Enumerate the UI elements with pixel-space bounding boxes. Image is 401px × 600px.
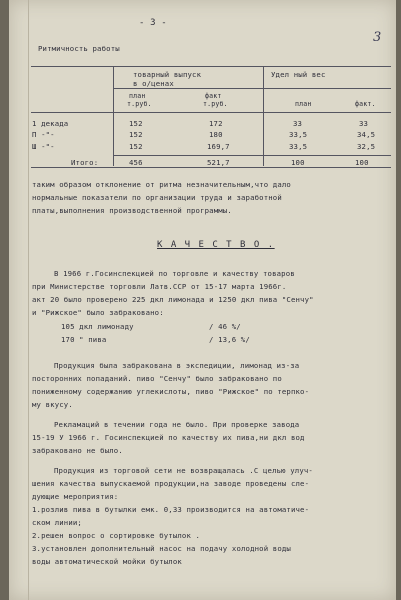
table-rule-sub xyxy=(113,88,391,89)
table-caption: Ритмичность работы xyxy=(38,44,120,53)
total-fact: 521,7 xyxy=(207,158,230,167)
total-fact-share: 100 xyxy=(355,158,369,167)
text-line: посторонних попаданий. пиво "Сенчу" было забраковано по xyxy=(32,374,282,383)
row-plan-share: 33 xyxy=(293,119,303,128)
text-line: платы,выполнения производственной программы. xyxy=(32,206,232,215)
row-plan: 152 xyxy=(129,119,143,128)
row-label: 1 декада xyxy=(32,119,69,128)
text-line: и "Рижское" было забраковано: xyxy=(32,308,164,317)
row-label: П -"- xyxy=(32,130,55,139)
table-rule-total xyxy=(113,155,391,156)
text-line: В 1966 г.Госинспекцией по торговле и качеству товаров xyxy=(54,269,295,278)
row-fact-share: 33 xyxy=(359,119,369,128)
sub-plan-line1: план xyxy=(129,92,146,100)
measure-item: 1.розлив пива в бутылки емк. 0,33 производится на автоматиче- xyxy=(32,505,310,514)
sub-fact-line2: т.руб. xyxy=(203,100,228,108)
sub-plan-line2: т.руб. xyxy=(127,100,152,108)
handwritten-page-mark: 3 xyxy=(373,30,382,45)
table-divider-2 xyxy=(263,66,264,166)
text-line: шения качества выпускаемой продукции,на заводе проведены сле- xyxy=(32,479,310,488)
row-plan: 152 xyxy=(129,130,143,139)
table-rule-header xyxy=(31,112,391,113)
row-label: Ш -"- xyxy=(32,142,55,151)
measure-item: 3.установлен дополнительный насос на подачу холодной воды xyxy=(32,544,291,553)
rejection-item: 105 дкл лимонаду xyxy=(61,322,134,331)
text-line: нормальные показатели по организации труда и заработной xyxy=(32,193,282,202)
row-fact-share: 34,5 xyxy=(357,130,376,139)
text-line: при Министерстве торговли Латв.ССР от 15-17 марта 1966г. xyxy=(32,282,287,291)
rejection-value: / 46 %/ xyxy=(209,322,241,331)
table-divider-1 xyxy=(113,66,114,166)
row-plan: 152 xyxy=(129,142,143,151)
row-fact: 180 xyxy=(209,130,223,139)
sub-plan-share: план xyxy=(295,100,312,108)
text-line: пониженному содержанию углекислоты, пиво "Рижское" по терпко- xyxy=(32,387,310,396)
text-line: Продукция была забракована в экспедиции, лимонад из-за xyxy=(54,361,300,370)
rejection-value: / 13,6 %/ xyxy=(209,335,250,344)
document-page xyxy=(9,0,396,600)
text-line: Продукция из торговой сети не возвращалась .С целью улуч- xyxy=(54,466,313,475)
text-line: 15-19 У 1966 г. Госинспекцией по качеству их пива,ни дкл вод xyxy=(32,433,305,442)
sub-fact-share: факт. xyxy=(355,100,376,108)
page-number: - 3 - xyxy=(139,18,167,28)
rejection-item: 170 " пива xyxy=(61,335,107,344)
measure-item: 2.решен вопрос о сортировке бутылок . xyxy=(32,531,201,540)
measure-item: ском линии; xyxy=(32,518,82,527)
header-output-line1: товарный выпуск xyxy=(133,70,202,79)
total-plan-share: 100 xyxy=(291,158,305,167)
text-line: Рекламаций в течении года не было. При проверке завода xyxy=(54,420,300,429)
row-fact: 169,7 xyxy=(207,142,230,151)
row-fact-share: 32,5 xyxy=(357,142,376,151)
section-title: К А Ч Е С Т В О . xyxy=(157,240,275,250)
table-rule-bottom xyxy=(31,167,391,168)
text-line: му вкусу. xyxy=(32,400,73,409)
header-output-line2: в о/ценах xyxy=(133,79,174,88)
total-label: Итого: xyxy=(71,158,99,167)
text-line: акт 20 было проверено 225 дкл лимонада и 1250 дкл пива "Сенчу" xyxy=(32,295,314,304)
sub-fact-line1: факт xyxy=(205,92,222,100)
text-line: дующие мероприятия: xyxy=(32,492,119,501)
text-line: таким образом отклонение от ритма незначительным,что дало xyxy=(32,180,291,189)
measure-item: воды автоматической мойки бутылок xyxy=(32,557,182,566)
total-plan: 456 xyxy=(129,158,143,167)
header-share: Удел ный вес xyxy=(271,70,326,79)
table-rule-top xyxy=(31,66,391,67)
text-line: забраковано не было. xyxy=(32,446,123,455)
row-fact: 172 xyxy=(209,119,223,128)
row-plan-share: 33,5 xyxy=(289,130,308,139)
row-plan-share: 33,5 xyxy=(289,142,308,151)
page-fold xyxy=(28,0,29,600)
